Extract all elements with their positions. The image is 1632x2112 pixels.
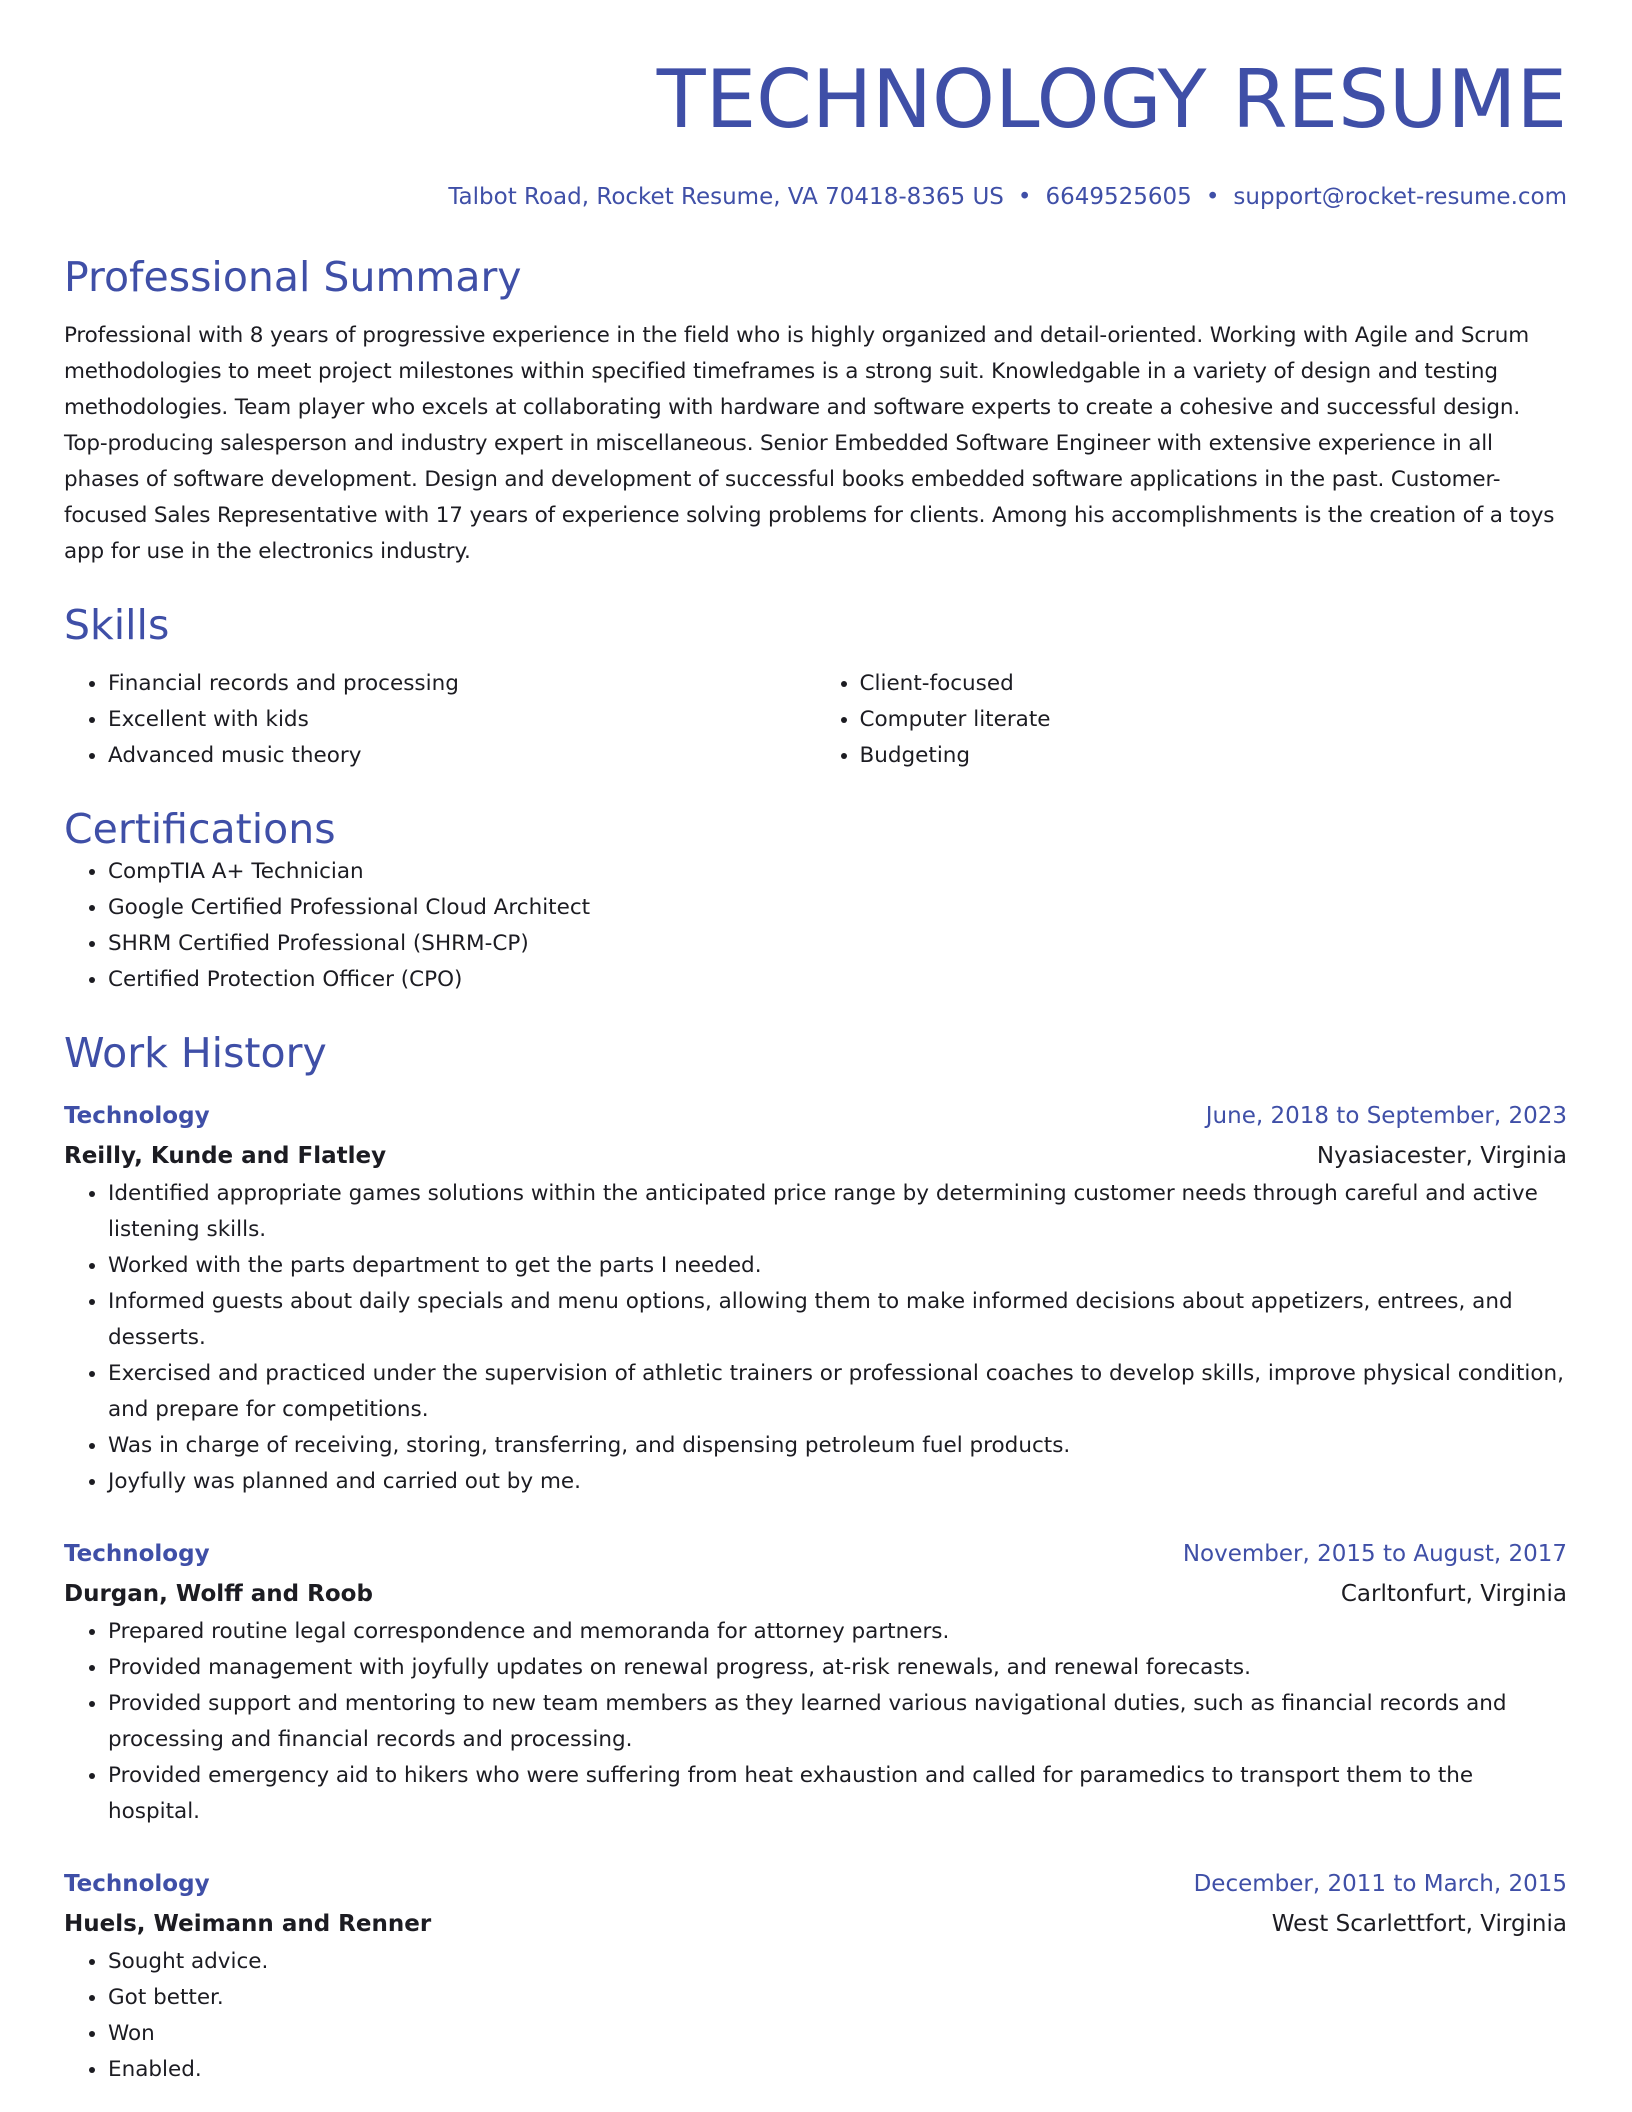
summary-heading: Professional Summary [64,253,522,301]
certification-item: • SHRM Certified Professional (SHRM-CP) [108,926,1567,962]
resume-header [64,0,1567,212]
job-bullet: • Enabled. [108,2052,1567,2088]
job-company-row [64,1904,1567,1944]
summary-text: Professional with 8 years of progressive experience in the field who is highly organized and detail-oriented. Working with Agile and Scrum methodologies to meet project milestones within specified timeframes is a strong suit. Knowledgable in a variety of design and testing methodologies. Team player who excels at collaborating with hardware and software experts to create a cohesive and successful design. Top-producing salesperson and industry expert in miscellaneous. Senior Embedded Software Engineer with extensive experience in all phases of software development. Design and development of successful books embedded software applications in the past. Customer-focused Sales Representative with 17 years of experience solving problems for clients. Among his accomplishments is the creation of a toys app for use in the electronics industry. [64,323,1555,564]
job-bullet: • Exercised and practiced under the supervision of athletic trainers or professional coaches to develop skills, improve physical condition, and prepare for competitions. [108,1356,1567,1428]
job-location: Nyasiacester, Virginia [1316,1143,1567,1169]
job-bullet: • Got better. [108,1980,1567,2016]
certification-item: • Google Certified Professional Cloud Architect [108,890,1567,926]
job-dates: November, 2015 to August, 2017 [1182,1541,1567,1567]
resume-title: TECHNOLOGY RESUME [656,53,1567,146]
contact-email[interactable]: support@rocket-resume.com [1233,184,1567,210]
skill-item: • Excellent with kids [108,702,816,738]
job-entry [64,1534,1567,1830]
job-dates: June, 2018 to September, 2023 [1205,1103,1567,1129]
work-history-heading: Work History [64,1029,327,1077]
job-role: Technology [64,1871,210,1897]
job-bullets [64,1176,1567,1500]
job-location: Carltonfurt, Virginia [1340,1581,1567,1607]
job-role: Technology [64,1103,210,1129]
job-company: Huels, Weimann and Renner [64,1911,432,1937]
skill-item: • Advanced music theory [108,738,816,774]
job-bullet: • Joyfully was planned and carried out by me. [108,1464,1567,1500]
skill-item: • Financial records and processing [108,666,816,702]
job-role-row [64,1864,1567,1904]
job-role-row [64,1096,1567,1136]
job-role-row [64,1534,1567,1574]
job-bullet: • Provided support and mentoring to new team members as they learned various navigational duties, such as financial records and processing and financial records and processing. [108,1686,1567,1758]
job-entry [64,1864,1567,2088]
job-location: West Scarlettfort, Virginia [1271,1911,1567,1937]
contact-address: Talbot Road, Rocket Resume, VA 70418-8365 US [448,184,1004,210]
job-bullet: • Was in charge of receiving, storing, transferring, and dispensing petroleum fuel products. [108,1428,1567,1464]
job-company: Reilly, Kunde and Flatley [64,1143,387,1169]
job-company: Durgan, Wolff and Roob [64,1581,373,1607]
job-bullet: • Provided management with joyfully updates on renewal progress, at-risk renewals, and renewal forecasts. [108,1650,1567,1686]
job-bullets [64,1944,1567,2088]
job-role: Technology [64,1541,210,1567]
job-bullet: • Provided emergency aid to hikers who were suffering from heat exhaustion and called for paramedics to transport them to the hospital. [108,1758,1567,1830]
job-bullet: • Won [108,2016,1567,2052]
skills-list [64,666,1567,774]
certification-item: • Certified Protection Officer (CPO) [108,962,1567,998]
contact-separator: • [1017,184,1032,210]
job-entry [64,1096,1567,1500]
job-bullet: • Prepared routine legal correspondence and memoranda for attorney partners. [108,1614,1567,1650]
skill-item: • Client-focused [860,666,1568,702]
job-company-row [64,1574,1567,1614]
skill-item: • Computer literate [860,702,1568,738]
certifications-heading: Certifications [64,805,336,853]
job-company-row [64,1136,1567,1176]
job-bullet: • Identified appropriate games solutions within the anticipated price range by determining customer needs through careful and active listening skills. [108,1176,1567,1248]
job-dates: December, 2011 to March, 2015 [1193,1871,1567,1897]
job-bullets [64,1614,1567,1830]
contact-line [64,182,1567,212]
resume-page [64,0,1567,2088]
job-bullet: • Worked with the parts department to get the parts I needed. [108,1248,1567,1284]
certification-item: • CompTIA A+ Technician [108,854,1567,890]
contact-separator: • [1205,184,1220,210]
job-bullet: • Informed guests about daily specials and menu options, allowing them to make informed decisions about appetizers, entrees, and desserts. [108,1284,1567,1356]
skills-column-right [816,666,1568,774]
skill-item: • Budgeting [860,738,1568,774]
skills-heading: Skills [64,601,170,649]
contact-phone: 6649525605 [1045,184,1192,210]
job-bullet: • Sought advice. [108,1944,1567,1980]
certifications-list [64,854,1567,998]
skills-column-left [64,666,816,774]
